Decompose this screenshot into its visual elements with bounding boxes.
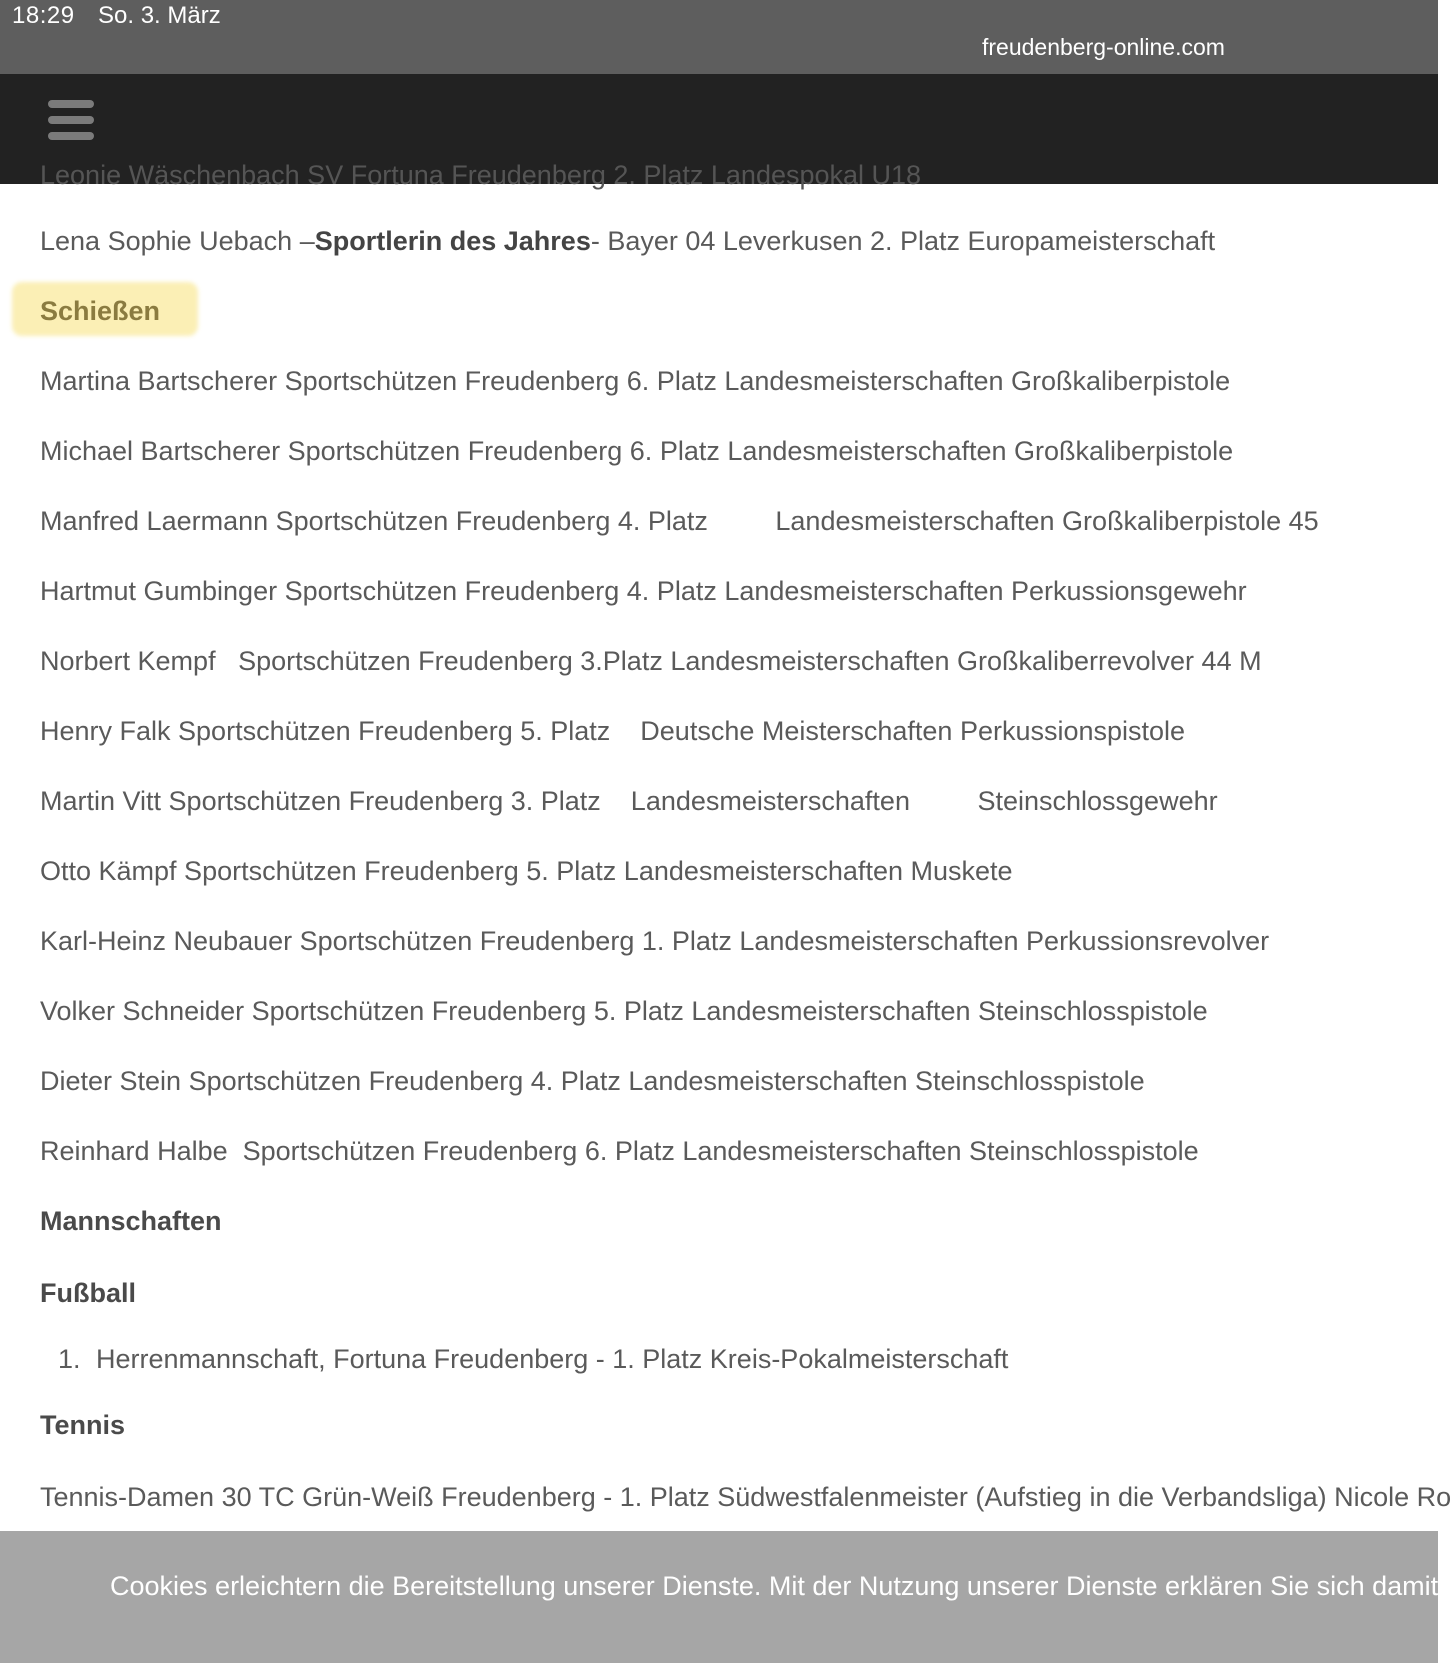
shooting-result-line: Hartmut Gumbinger Sportschützen Freudenberg 4. Platz Landesmeisterschaften Perkussionsgewehr <box>40 576 1247 606</box>
list-number: 1. <box>58 1344 81 1374</box>
shooting-result-line: Karl-Heinz Neubauer Sportschützen Freudenberg 1. Platz Landesmeisterschaften Perkussionsrevolver <box>40 926 1270 956</box>
lena-prefix: Lena Sophie Uebach – <box>40 226 315 256</box>
article-content <box>0 160 1451 1531</box>
address-url[interactable]: freudenberg-online.com <box>982 34 1225 60</box>
shooting-result-line: Henry Falk Sportschützen Freudenberg 5. Platz Deutsche Meisterschaften Perkussionspistole <box>40 716 1186 746</box>
athlete-line-lena-uebach <box>40 226 1215 257</box>
heading-tennis: Tennis <box>40 1410 126 1440</box>
hamburger-menu-icon[interactable] <box>48 100 94 140</box>
cookie-consent-text: Cookies erleichtern die Bereitstellung unserer Dienste. Mit der Nutzung unserer Dienste erklären Sie sich damit <box>110 1571 1439 1601</box>
lena-suffix: - Bayer 04 Leverkusen 2. Platz Europameisterschaft <box>590 226 1216 256</box>
heading-schiessen: Schießen <box>40 296 161 326</box>
heading-fussball: Fußball <box>40 1278 136 1308</box>
shooting-result-line: Volker Schneider Sportschützen Freudenberg 5. Platz Landesmeisterschaften Steinschlosspistole <box>40 996 1208 1026</box>
team-result-fussball: Herrenmannschaft, Fortuna Freudenberg - 1. Platz Kreis-Pokalmeisterschaft <box>96 1344 1009 1374</box>
shooting-result-line: Michael Bartscherer Sportschützen Freudenberg 6. Platz Landesmeisterschaften Großkaliberpistole <box>40 436 1234 466</box>
shooting-result-line: Martina Bartscherer Sportschützen Freudenberg 6. Platz Landesmeisterschaften Großkaliberpistole <box>40 366 1231 396</box>
team-result-tennis: Tennis-Damen 30 TC Grün-Weiß Freudenberg - 1. Platz Südwestfalenmeister (Aufstieg in die Verbandsliga) Nicole Ro <box>40 1482 1451 1512</box>
clipped-text-line: Leonie Wäschenbach SV Fortuna Freudenberg 2. Platz Landespokal U18 <box>40 160 922 190</box>
shooting-result-line: Otto Kämpf Sportschützen Freudenberg 5. Platz Landesmeisterschaften Muskete <box>40 856 1013 886</box>
heading-mannschaften: Mannschaften <box>40 1206 222 1236</box>
shooting-result-line: Reinhard Halbe Sportschützen Freudenberg 6. Platz Landesmeisterschaften Steinschlosspistole <box>40 1136 1199 1166</box>
status-date: So. 3. März <box>98 2 221 29</box>
cookie-consent-bar <box>0 1531 1438 1663</box>
shooting-result-line: Martin Vitt Sportschützen Freudenberg 3. Platz Landesmeisterschaften Steinschlossgewehr <box>40 786 1218 816</box>
status-bar <box>0 0 1438 74</box>
shooting-result-line: Dieter Stein Sportschützen Freudenberg 4. Platz Landesmeisterschaften Steinschlosspistole <box>40 1066 1145 1096</box>
status-time: 18:29 <box>12 2 75 29</box>
sportlerin-des-jahres-label: Sportlerin des Jahres <box>314 226 591 256</box>
shooting-result-line: Norbert Kempf Sportschützen Freudenberg 3.Platz Landesmeisterschaften Großkaliberrevolver 44 M <box>40 646 1262 676</box>
shooting-result-line: Manfred Laermann Sportschützen Freudenberg 4. Platz Landesmeisterschaften Großkaliberpistole 45 <box>40 506 1319 536</box>
